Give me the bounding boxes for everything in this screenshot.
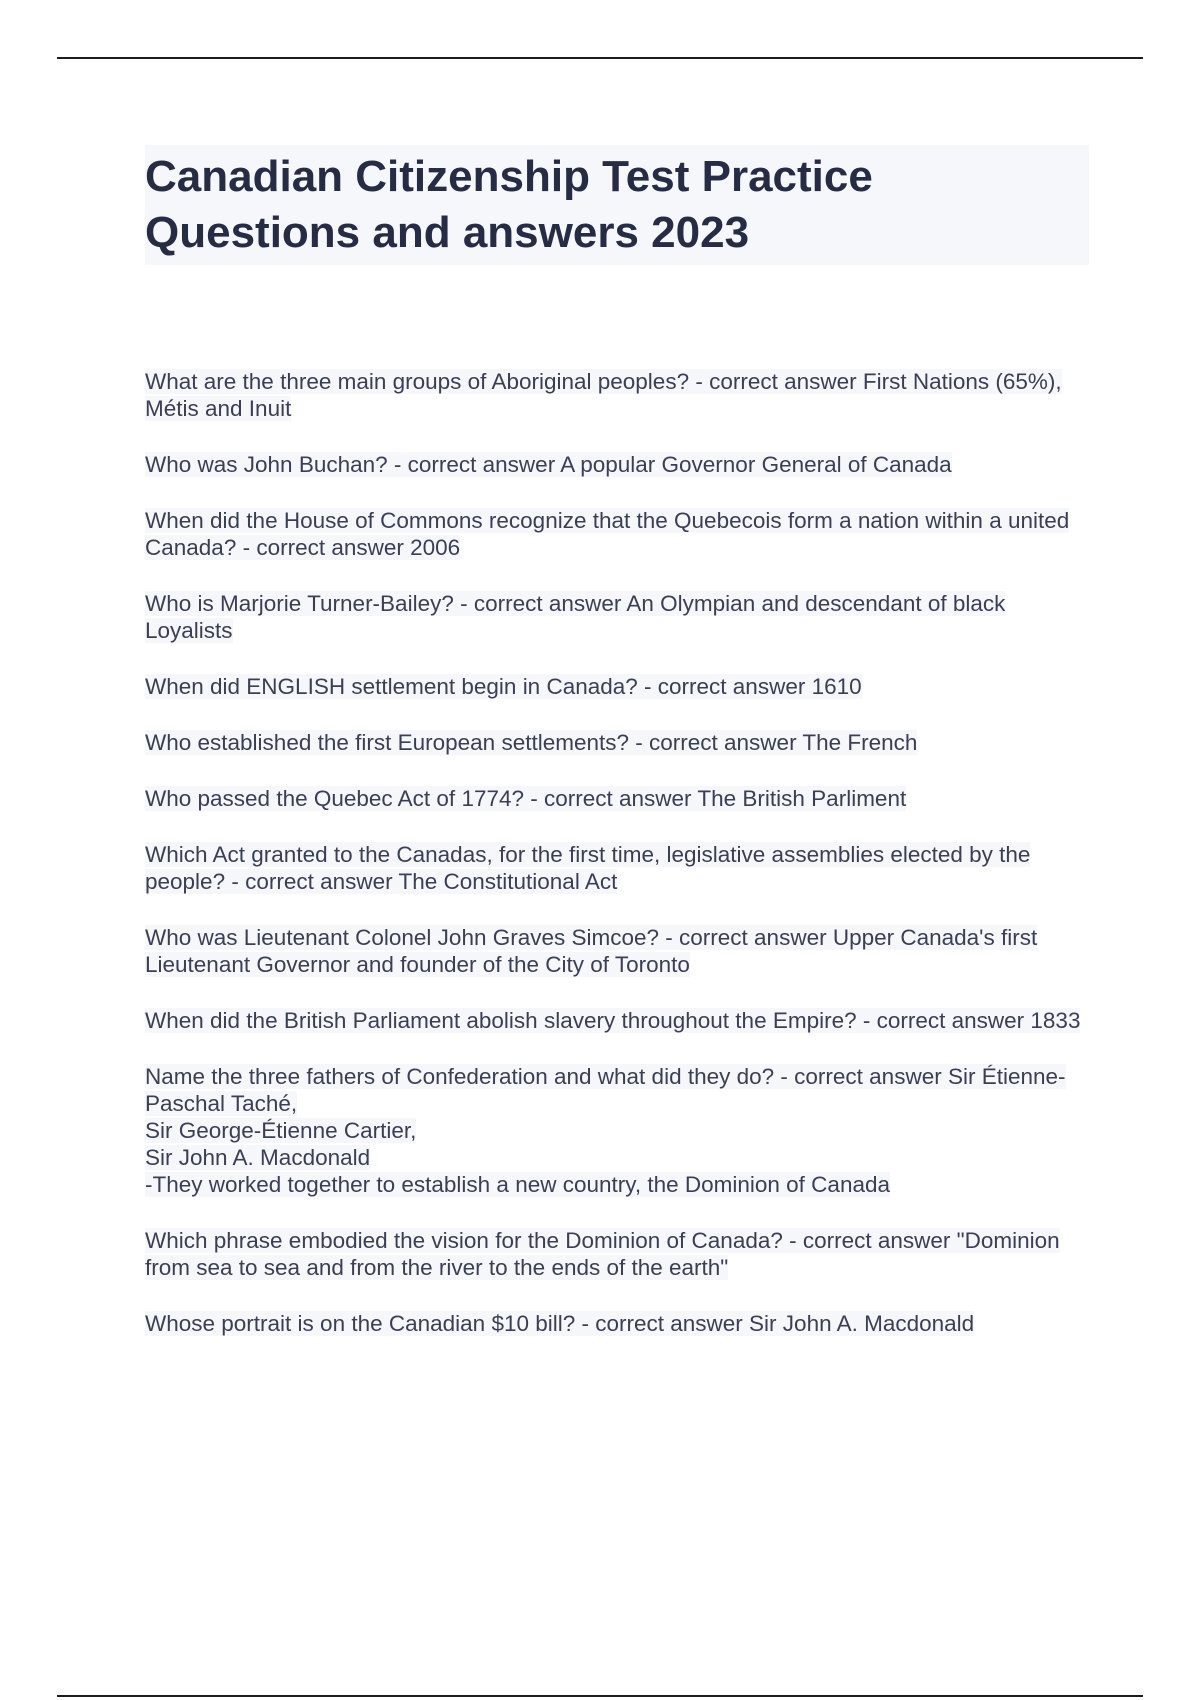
qa-text: Who established the first European settlements? - correct answer The French [145, 730, 918, 755]
qa-text: Who was John Buchan? - correct answer A popular Governor General of Canada [145, 452, 952, 477]
qa-item [145, 924, 1090, 978]
qa-text: When did the British Parliament abolish slavery throughout the Empire? - correct answer 1833 [145, 1008, 1081, 1033]
page-title: Canadian Citizenship Test Practice Questions and answers 2023 [145, 152, 873, 257]
qa-item [145, 507, 1090, 561]
qa-line [145, 1117, 1090, 1144]
qa-item [145, 673, 1090, 700]
qa-text: Whose portrait is on the Canadian $10 bill? - correct answer Sir John A. Macdonald [145, 1311, 975, 1336]
qa-text: When did ENGLISH settlement begin in Canada? - correct answer 1610 [145, 674, 862, 699]
qa-item [145, 1310, 1090, 1337]
qa-item [145, 729, 1090, 756]
qa-item [145, 785, 1090, 812]
qa-text: Who passed the Quebec Act of 1774? - correct answer The British Parliment [145, 786, 907, 811]
qa-line-text: Sir John A. Macdonald [145, 1145, 371, 1170]
qa-line [145, 1171, 1090, 1198]
qa-item-multiline [145, 1063, 1090, 1198]
qa-text: Who is Marjorie Turner-Bailey? - correct answer An Olympian and descendant of black Loyalists [145, 591, 1006, 643]
top-rule [57, 57, 1143, 59]
qa-line [145, 1144, 1090, 1171]
bottom-rule [57, 1695, 1143, 1697]
qa-item [145, 1227, 1090, 1281]
qa-line-text: Sir George-Étienne Cartier, [145, 1118, 417, 1143]
qa-text: Who was Lieutenant Colonel John Graves Simcoe? - correct answer Upper Canada's first Lieutenant Governor and founder of the City of Toronto [145, 925, 1038, 977]
qa-item [145, 841, 1090, 895]
qa-list [145, 368, 1090, 1366]
qa-line-text: Name the three fathers of Confederation and what did they do? - correct answer Sir Étienne-Paschal Taché, [145, 1064, 1066, 1116]
qa-item [145, 590, 1090, 644]
qa-item [145, 1007, 1090, 1034]
qa-text: Which Act granted to the Canadas, for the first time, legislative assemblies elected by the people? - correct answer The Constitutional Act [145, 842, 1031, 894]
title-block [145, 145, 1089, 265]
qa-text: What are the three main groups of Aboriginal peoples? - correct answer First Nations (65%), Métis and Inuit [145, 369, 1062, 421]
qa-line-text: -They worked together to establish a new country, the Dominion of Canada [145, 1172, 890, 1197]
qa-text: When did the House of Commons recognize that the Quebecois form a nation within a united Canada? - correct answer 2006 [145, 508, 1070, 560]
qa-text: Which phrase embodied the vision for the Dominion of Canada? - correct answer "Dominion from sea to sea and from the river to the ends of the earth" [145, 1228, 1060, 1280]
qa-item [145, 368, 1090, 422]
qa-item [145, 451, 1090, 478]
qa-line [145, 1063, 1090, 1117]
